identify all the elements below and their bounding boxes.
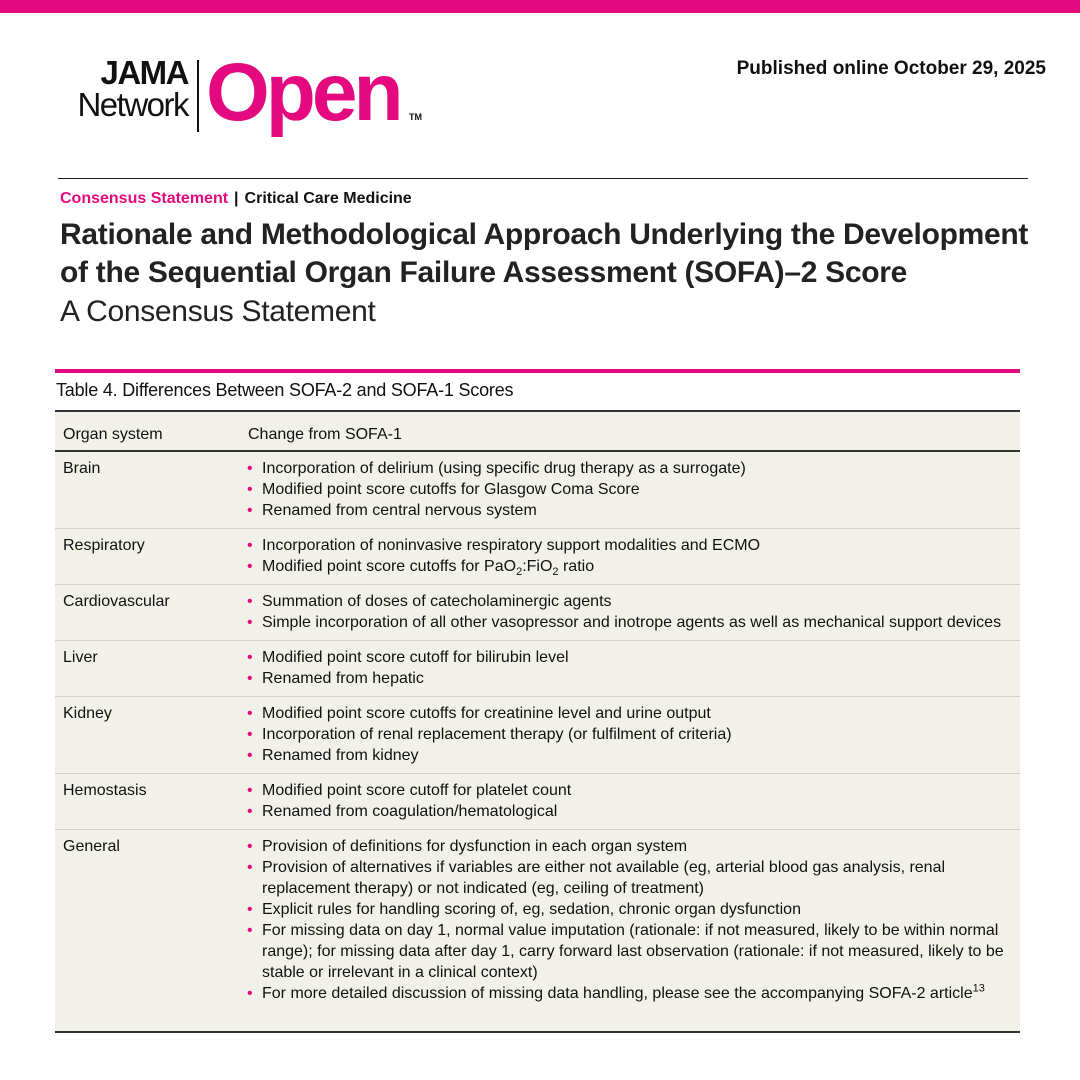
change-list-item bbox=[245, 745, 1020, 766]
change-list-item bbox=[245, 724, 1020, 745]
table-row bbox=[55, 585, 1020, 641]
article-type-line bbox=[60, 190, 412, 208]
table-row bbox=[55, 830, 1020, 1011]
article-type-separator: | bbox=[234, 190, 239, 207]
bullet-icon: • bbox=[247, 922, 253, 939]
logo-open-text: Open bbox=[206, 47, 400, 138]
change-list-item bbox=[245, 801, 1020, 822]
change-list bbox=[245, 780, 1020, 822]
change-list-item bbox=[245, 983, 1020, 1004]
article-type: Consensus Statement bbox=[60, 190, 229, 207]
publication-date: Published online October 29, 2025 bbox=[736, 58, 1046, 79]
change-list-item bbox=[245, 857, 1020, 899]
change-text: For more detailed discussion of missing data handling, please see the accompanying SOFA-2 article bbox=[262, 985, 973, 1002]
organ-system-cell: Cardiovascular bbox=[63, 593, 170, 610]
article-section: Critical Care Medicine bbox=[244, 190, 412, 207]
change-text: Incorporation of renal replacement therapy (or fulfilment of criteria) bbox=[262, 726, 732, 743]
change-text: Renamed from kidney bbox=[262, 747, 419, 764]
table-accent-rule bbox=[55, 369, 1020, 373]
bullet-icon: • bbox=[247, 460, 253, 477]
table-header bbox=[55, 412, 1020, 452]
change-text: Modified point score cutoffs for PaO bbox=[262, 558, 517, 575]
subscript-text: 2 bbox=[516, 566, 523, 579]
change-text: ratio bbox=[558, 558, 595, 575]
change-list-item bbox=[245, 836, 1020, 857]
change-list-item bbox=[245, 899, 1020, 920]
change-text: Summation of doses of catecholaminergic agents bbox=[262, 593, 612, 610]
change-list-item bbox=[245, 458, 1020, 479]
bullet-icon: • bbox=[247, 985, 253, 1002]
change-list-item bbox=[245, 479, 1020, 500]
top-accent-bar bbox=[0, 0, 1080, 13]
change-text: Modified point score cutoff for bilirubin level bbox=[262, 649, 569, 666]
change-text: Modified point score cutoff for platelet count bbox=[262, 782, 572, 799]
change-list bbox=[245, 458, 1020, 521]
article-subtitle: A Consensus Statement bbox=[60, 295, 376, 328]
change-text: For missing data on day 1, normal value imputation (rationale: if not measured, likely to be within normal range); for missing data after day 1, carry forward last observation (rationale: if not measured, likely to be stable or irrelevant in a clinical context) bbox=[262, 922, 1004, 981]
logo-divider bbox=[197, 60, 199, 132]
change-list-item bbox=[245, 780, 1020, 801]
change-text: Explicit rules for handling scoring of, eg, sedation, chronic organ dysfunction bbox=[262, 901, 801, 918]
change-list-item bbox=[245, 703, 1020, 724]
change-text: Provision of alternatives if variables are either not available (eg, arterial blood gas analysis, renal replacement therapy) or not indicated (eg, ceiling of treatment) bbox=[262, 859, 946, 897]
header-divider bbox=[58, 178, 1028, 179]
change-list bbox=[245, 703, 1020, 766]
bullet-icon: • bbox=[247, 481, 253, 498]
column-header-organ-system: Organ system bbox=[63, 426, 163, 443]
change-list-item bbox=[245, 668, 1020, 689]
organ-system-cell: Kidney bbox=[63, 705, 112, 722]
change-text: Incorporation of delirium (using specific drug therapy as a surrogate) bbox=[262, 460, 746, 477]
bullet-icon: • bbox=[247, 705, 253, 722]
bullet-icon: • bbox=[247, 782, 253, 799]
change-text: Modified point score cutoffs for Glasgow Coma Score bbox=[262, 481, 640, 498]
logo-wordmark-left bbox=[77, 54, 188, 123]
bullet-icon: • bbox=[247, 614, 253, 631]
organ-system-cell: Hemostasis bbox=[63, 782, 147, 799]
column-header-change: Change from SOFA-1 bbox=[248, 426, 402, 443]
change-text: Renamed from hepatic bbox=[262, 670, 424, 687]
organ-system-cell: Respiratory bbox=[63, 537, 145, 554]
bullet-icon: • bbox=[247, 593, 253, 610]
organ-system-cell: Liver bbox=[63, 649, 98, 666]
logo-trademark: TM bbox=[409, 112, 422, 122]
change-list-item bbox=[245, 591, 1020, 612]
sofa-differences-table bbox=[55, 410, 1020, 1033]
bullet-icon: • bbox=[247, 537, 253, 554]
bullet-icon: • bbox=[247, 670, 253, 687]
bullet-icon: • bbox=[247, 502, 253, 519]
bullet-icon: • bbox=[247, 558, 253, 575]
change-list-item bbox=[245, 556, 1020, 577]
change-text: Incorporation of noninvasive respiratory support modalities and ECMO bbox=[262, 537, 761, 554]
change-text: Renamed from coagulation/hematological bbox=[262, 803, 558, 820]
table-row bbox=[55, 697, 1020, 774]
bullet-icon: • bbox=[247, 838, 253, 855]
bullet-icon: • bbox=[247, 901, 253, 918]
bullet-icon: • bbox=[247, 747, 253, 764]
jama-network-open-logo bbox=[58, 47, 438, 138]
bullet-icon: • bbox=[247, 859, 253, 876]
table-row bbox=[55, 452, 1020, 529]
change-list bbox=[245, 647, 1020, 689]
change-text: Provision of definitions for dysfunction in each organ system bbox=[262, 838, 688, 855]
logo-jama-text: JAMA bbox=[100, 54, 188, 91]
table-caption: Table 4. Differences Between SOFA-2 and SOFA-1 Scores bbox=[56, 380, 514, 400]
subscript-text: 2 bbox=[552, 566, 559, 579]
change-list-item bbox=[245, 647, 1020, 668]
change-text: :FiO bbox=[522, 558, 553, 575]
change-list-item bbox=[245, 500, 1020, 521]
change-list bbox=[245, 836, 1020, 1004]
change-text: Simple incorporation of all other vasopressor and inotrope agents as well as mechanical support devices bbox=[262, 614, 1002, 631]
bullet-icon: • bbox=[247, 726, 253, 743]
reference-superscript: 13 bbox=[972, 982, 985, 995]
organ-system-cell: General bbox=[63, 838, 120, 855]
bullet-icon: • bbox=[247, 649, 253, 666]
change-list-item bbox=[245, 535, 1020, 556]
change-text: Modified point score cutoffs for creatinine level and urine output bbox=[262, 705, 711, 722]
organ-system-cell: Brain bbox=[63, 460, 101, 477]
change-text: Renamed from central nervous system bbox=[262, 502, 537, 519]
change-list-item bbox=[245, 920, 1020, 983]
table-row bbox=[55, 529, 1020, 585]
logo-network-text: Network bbox=[77, 86, 188, 123]
article-title: Rationale and Methodological Approach Underlying the Development of the Sequential Organ Failure Assessment (SOFA)–2 Score bbox=[60, 218, 1029, 289]
bullet-icon: • bbox=[247, 803, 253, 820]
change-list bbox=[245, 535, 1020, 577]
change-list-item bbox=[245, 612, 1020, 633]
change-list bbox=[245, 591, 1020, 633]
table-row bbox=[55, 774, 1020, 830]
table-body bbox=[55, 452, 1020, 1011]
table-row bbox=[55, 641, 1020, 697]
